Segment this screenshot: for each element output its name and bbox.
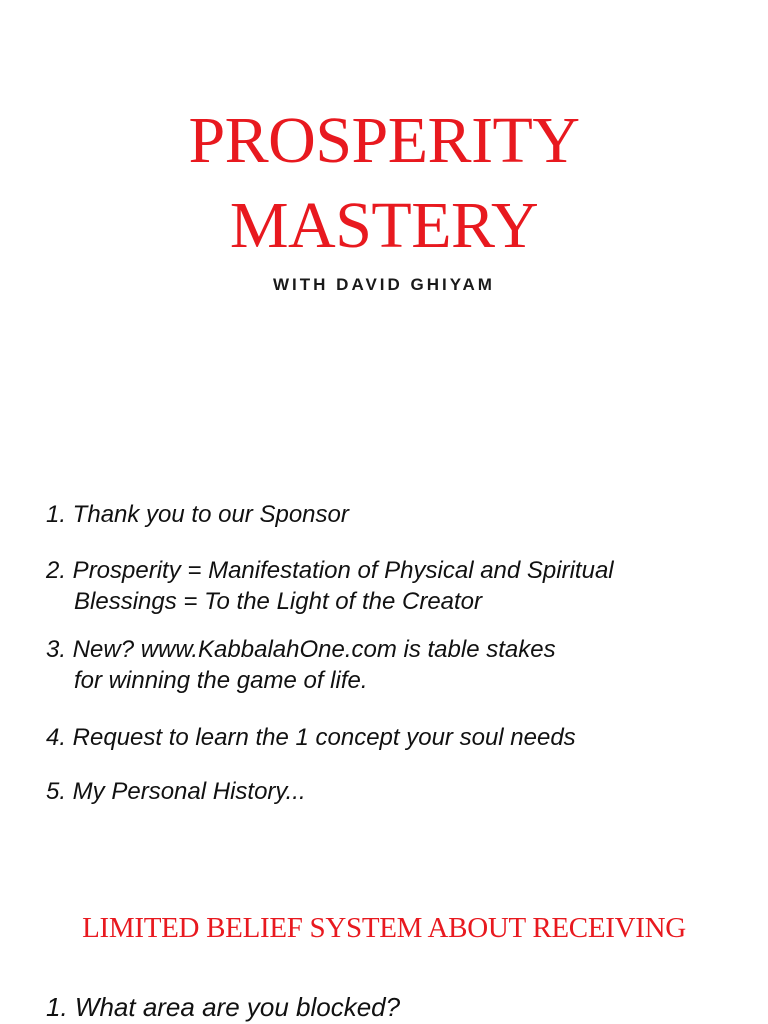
agenda-item-3-line-1: 3. New? www.KabbalahOne.com is table stakes bbox=[46, 636, 556, 663]
agenda-item-2-line-1: 2. Prosperity = Manifestation of Physical and Spiritual bbox=[46, 557, 614, 584]
agenda-item-2-line-2: Blessings = To the Light of the Creator bbox=[74, 588, 483, 615]
agenda-item-5: 5. My Personal History... bbox=[46, 778, 306, 805]
title-line-1: PROSPERITY bbox=[188, 104, 580, 177]
section-heading: LIMITED BELIEF SYSTEM ABOUT RECEIVING bbox=[82, 912, 686, 944]
agenda-item-3-line-2: for winning the game of life. bbox=[74, 667, 368, 694]
question-1: 1. What area are you blocked? bbox=[46, 992, 401, 1022]
title-line-2: MASTERY bbox=[229, 189, 539, 262]
subtitle: WITH DAVID GHIYAM bbox=[273, 275, 495, 294]
agenda-item-1: 1. Thank you to our Sponsor bbox=[46, 501, 349, 528]
agenda-item-4: 4. Request to learn the 1 concept your soul needs bbox=[46, 724, 576, 751]
